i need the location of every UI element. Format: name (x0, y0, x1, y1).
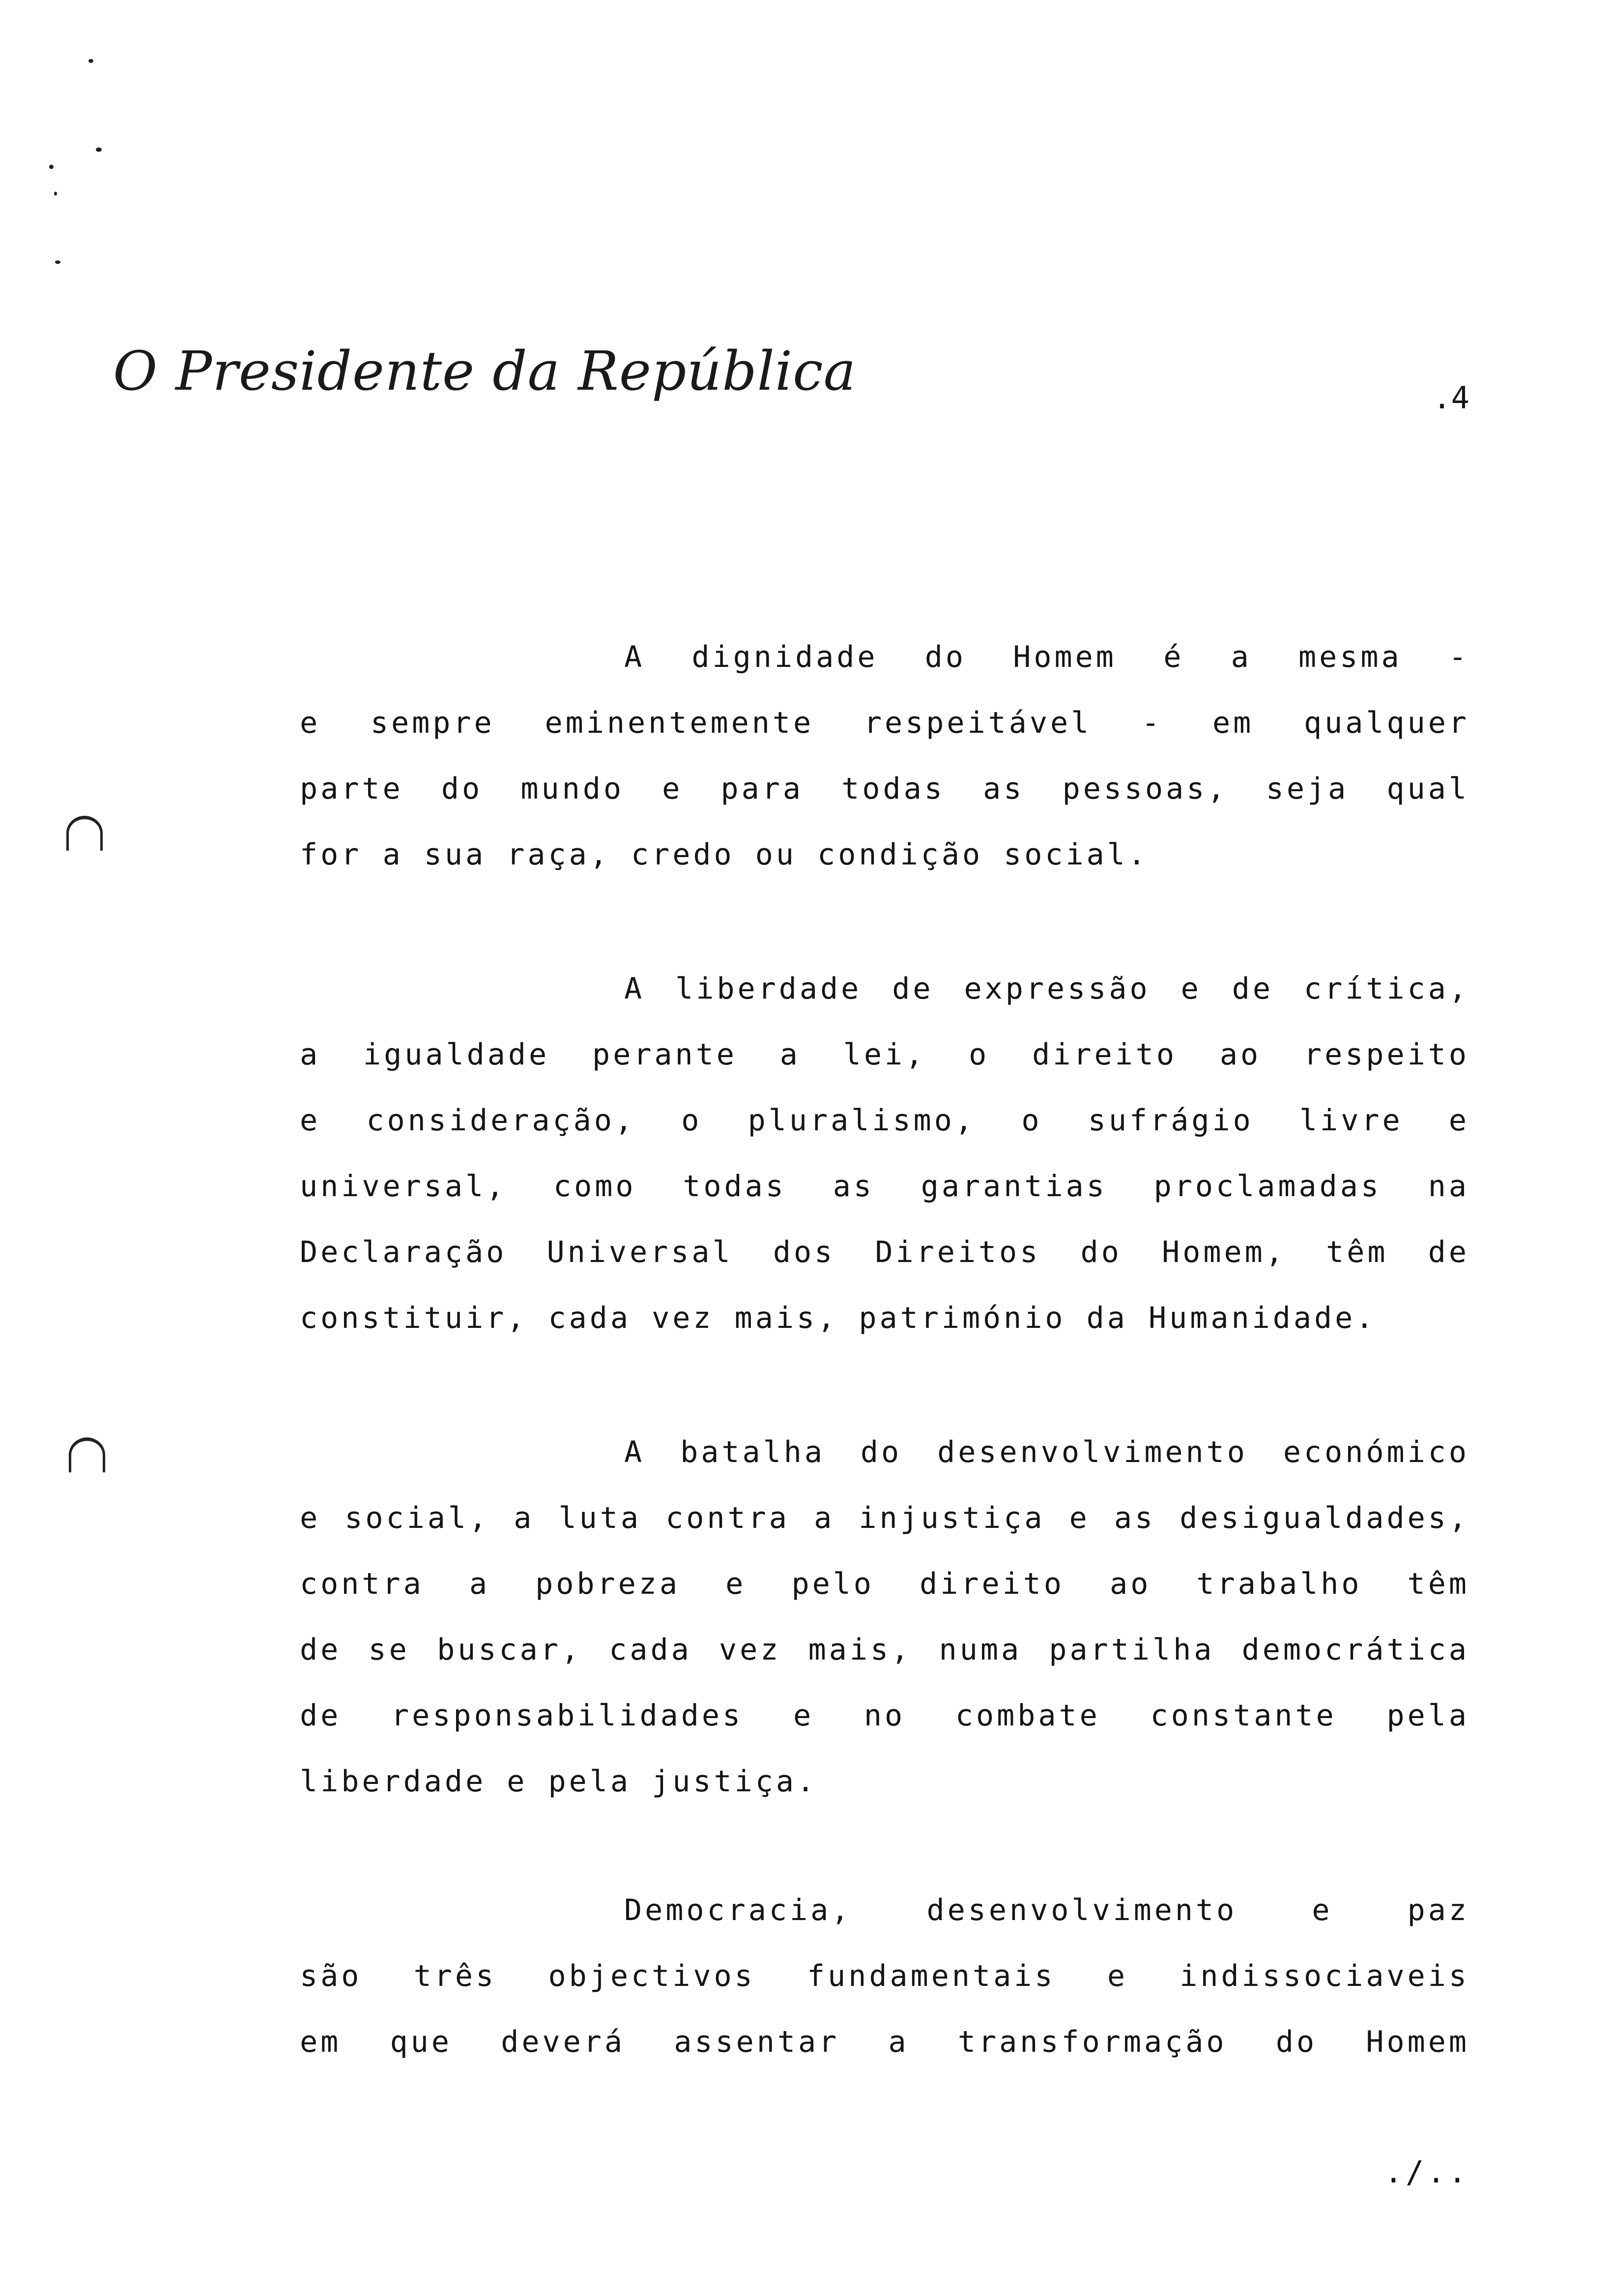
text-line: universal, como todas as garantias proclamadas na (300, 1169, 1469, 1204)
text-line: A batalha do desenvolvimento económico (624, 1435, 1469, 1469)
text-line: A liberdade de expressão e de crítica, (624, 972, 1469, 1006)
paragraph-4 (300, 1877, 1469, 2075)
paragraph-1 (300, 624, 1469, 888)
scan-speck (49, 165, 54, 169)
text-line: contra a pobreza e pelo direito ao trabalho têm (300, 1567, 1469, 1601)
text-line: Declaração Universal dos Direitos do Homem, têm de (300, 1235, 1469, 1269)
text-line: de responsabilidades e no combate constante pela (300, 1698, 1469, 1733)
text-line: de se buscar, cada vez mais, numa partilha democrática (300, 1633, 1469, 1667)
text-line: e sempre eminentemente respeitável - em qualquer (300, 706, 1469, 740)
scan-speck (55, 260, 60, 264)
text-line: constituir, cada vez mais, património da Humanidade. (300, 1301, 1377, 1335)
punch-hole-mark (66, 816, 103, 851)
scan-speck (96, 147, 102, 152)
scan-speck (88, 59, 93, 63)
letterhead-title: O Presidente da República (113, 340, 857, 402)
page-number: .4 (1433, 380, 1469, 416)
text-line: parte do mundo e para todas as pessoas, seja qual (300, 772, 1469, 806)
paragraph-2 (300, 956, 1469, 1351)
paragraph-3 (300, 1419, 1469, 1814)
text-line: A dignidade do Homem é a mesma - (624, 640, 1469, 674)
text-line: liberdade e pela justiça. (300, 1764, 818, 1799)
text-line: e consideração, o pluralismo, o sufrágio livre e (300, 1103, 1469, 1138)
text-line: a igualdade perante a lei, o direito ao respeito (300, 1037, 1469, 1072)
text-line: são três objectivos fundamentais e indissociaveis (300, 1959, 1469, 1993)
punch-hole-mark (69, 1437, 105, 1472)
text-line: em que deverá assentar a transformação do Homem (300, 2025, 1469, 2059)
text-line: e social, a luta contra a injustiça e as desigualdades, (300, 1501, 1469, 1535)
text-line: for a sua raça, credo ou condição social. (300, 837, 1149, 872)
continuation-mark: ./.. (1384, 2154, 1469, 2190)
text-line: Democracia, desenvolvimento e paz (624, 1893, 1469, 1927)
scan-speck (54, 192, 57, 196)
